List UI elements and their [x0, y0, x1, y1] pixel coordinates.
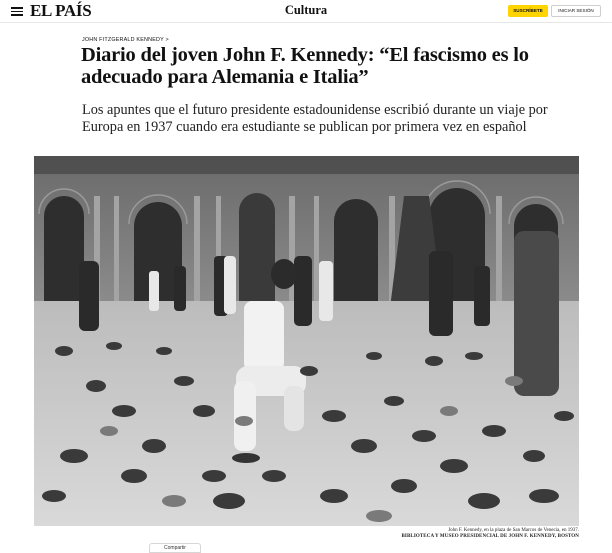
caption-credit: BIBLIOTECA Y MUSEO PRESIDENCIAL DE JOHN F. KENNEDY, BOSTON — [401, 534, 579, 540]
top-header — [0, 0, 612, 23]
article-photo — [34, 156, 579, 526]
photo-illustration — [34, 156, 579, 526]
photo-caption — [336, 528, 579, 541]
caption-text: John F. Kennedy, en la plaza de San Marcos de Venecia, en 1937. — [448, 528, 579, 533]
subscribe-button[interactable]: SUSCRÍBETE — [508, 5, 548, 17]
login-button[interactable]: INICIAR SESIÓN — [551, 5, 601, 17]
share-button[interactable]: Compartir — [149, 543, 201, 553]
site-logo[interactable]: EL PAÍS — [30, 1, 92, 20]
breadcrumb-tag[interactable]: JOHN FITZGERALD KENNEDY > — [82, 37, 169, 43]
article-subtitle: Los apuntes que el futuro presidente estadounidense escribió durante un viaje por Europa en 1937 cuando era estudiante se publican por primera vez en español — [82, 102, 548, 135]
section-link[interactable]: Cultura — [284, 3, 328, 17]
article-title: Diario del joven John F. Kennedy: “El fascismo es lo adecuado para Alemania e Italia” — [81, 44, 529, 88]
